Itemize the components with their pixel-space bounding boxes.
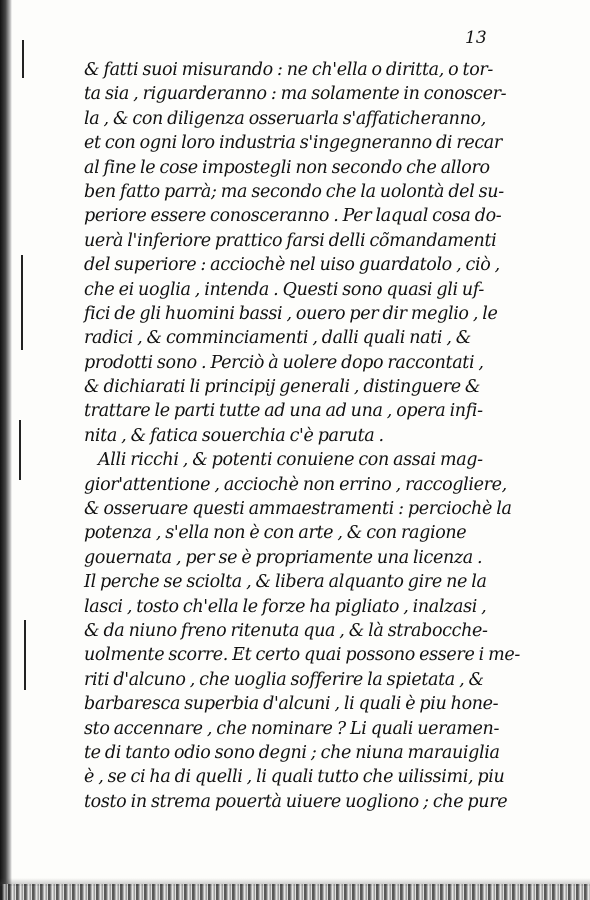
text-line: uolmente scorre. Et certo quai possono essere i me-	[84, 645, 520, 666]
text-line: et con ogni loro industria s'ingegneranno di recar	[84, 133, 502, 154]
text-line: fici de gli huomini bassi , ouero per dir meglio , le	[84, 303, 498, 324]
text-line: potenza , s'ella non è con arte , & con ragione	[84, 523, 467, 544]
text-line: & da niuno freno ritenuta qua , & là strabocche-	[84, 620, 488, 641]
page-number: 13	[465, 28, 487, 48]
text-line: Il perche se sciolta , & libera alquanto gire ne la	[84, 572, 487, 593]
text-line: è , se ci ha di quelli , li quali tutto che uilissimi, piu	[84, 767, 505, 788]
paragraph-start-line: Alli ricchi , & potenti conuiene con assai mag-	[98, 450, 483, 471]
margin-mark	[19, 420, 21, 480]
text-line: lasci , tosto ch'ella le forze ha pigliato , inalzasi ,	[84, 596, 487, 617]
text-line: te di tanto odio sono degni ; che niuna marauiglia	[84, 742, 500, 763]
text-line: & fatti suoi misurando : ne ch'ella o diritta, o tor-	[84, 60, 493, 80]
text-line: gior'attentione , acciochè non errino , raccogliere,	[84, 474, 507, 495]
text-line: & dichiarati li principij generali , distinguere &	[84, 377, 481, 398]
text-line: & osseruare questi ammaestramenti : perciochè la	[84, 499, 512, 520]
text-line: tosto in strema pouertà uiuere uogliono ; che pure	[84, 791, 508, 812]
text-line: che ei uoglia , intenda . Questi sono quasi gli uf-	[84, 279, 484, 300]
text-line: uerà l'inferiore prattico farsi delli cõmandamenti	[84, 230, 497, 251]
text-line: riti d'alcuno , che uoglia sofferire la spietata , &	[84, 669, 484, 690]
text-line: trattare le parti tutte ad una ad una , opera infi-	[84, 401, 483, 422]
text-line: la , & con diligenza osseruarla s'affaticheranno,	[84, 108, 486, 129]
text-line: periore essere conosceranno . Per laqual cosa do-	[84, 206, 502, 227]
text-line: al fine le cose impostegli non secondo che alloro	[84, 157, 490, 178]
text-line: barbaresca superbia d'alcuni , li quali è piu hone-	[84, 694, 499, 715]
binding-edge	[0, 0, 12, 900]
text-line: ta sia , riguarderanno : ma solamente in conoscer-	[84, 84, 507, 105]
margin-mark	[21, 255, 23, 350]
text-line: nita , & fatica souerchia c'è paruta .	[84, 425, 384, 446]
text-line: radici , & comminciamenti , dalli quali nati , &	[84, 328, 472, 349]
margin-mark	[22, 40, 24, 78]
body-text	[84, 58, 524, 814]
text-line: gouernata , per se è propriamente una licenza .	[84, 547, 483, 568]
text-line: sto accennare , che nominare ? Li quali ueramen-	[84, 718, 500, 739]
text-line: del superiore : acciochè nel uiso guardatolo , ciò ,	[84, 255, 500, 276]
margin-mark	[24, 620, 26, 690]
text-line: prodotti sono . Perciò à uolere dopo raccontati ,	[84, 352, 484, 373]
text-line: ben fatto parrà; ma secondo che la uolontà del su-	[84, 181, 504, 202]
page-stack-edge	[0, 884, 590, 900]
